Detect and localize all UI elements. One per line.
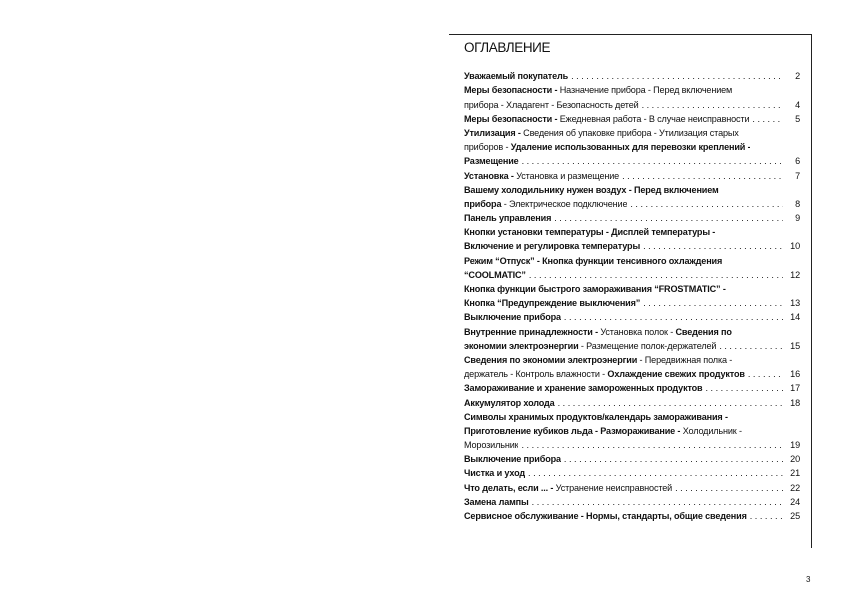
toc-entry-segment: Сведения по [675, 326, 732, 337]
toc-entry-text [464, 284, 726, 294]
toc-page-number: 20 [790, 454, 800, 465]
toc-entry-text [464, 426, 742, 436]
toc-page-number: 5 [795, 113, 800, 124]
toc-entry-text [464, 327, 732, 337]
toc-entry-text [464, 199, 627, 209]
toc-entry-segment: Сведения по экономии электроэнергии [464, 354, 638, 365]
toc-leader-dots [529, 270, 783, 280]
toc-entry [464, 280, 800, 294]
toc-entry [464, 322, 800, 336]
toc-entry-segment: Кнопки установки температуры - Дисплей температуры - [464, 227, 716, 238]
toc-entry [464, 379, 800, 393]
toc-entry-text [464, 114, 749, 124]
toc-leader-dots [554, 213, 783, 223]
toc-entry [464, 237, 800, 251]
toc-page-number: 8 [795, 198, 800, 209]
toc-entry [464, 251, 800, 265]
toc-leader-dots [630, 199, 783, 209]
toc-entry-segment: Холодильник - [682, 425, 742, 436]
toc-entry-text [464, 171, 619, 181]
toc-entry-segment: приборов - [464, 142, 511, 153]
toc-entry-segment: Кнопка “Предупреждение выключения” [464, 298, 641, 309]
top-rule [449, 34, 812, 35]
toc-entry-text [464, 128, 739, 138]
toc-entry-segment: держатель - Контроль влажности - [464, 369, 608, 380]
toc-entry-text [464, 71, 568, 81]
toc-entry-segment: Чистка и уход [464, 468, 526, 479]
toc-entry-text [464, 454, 561, 464]
toc-entry-segment: Установка полок - [600, 326, 676, 337]
toc-leader-dots [564, 454, 783, 464]
toc-entry-segment: - Передвижная полка - [637, 354, 733, 365]
toc-entry-segment: Приготовление кубиков льда - Размораживание - [464, 425, 683, 436]
toc-entry-text [464, 298, 640, 308]
toc-entry-segment: прибора - Хладагент - Безопасность детей [464, 99, 639, 110]
toc-entry-segment: - Электрическое подключение [501, 198, 628, 209]
toc-entry-segment: Сведения об упаковке прибора - Утилизация старых [523, 127, 739, 138]
toc-entry [464, 337, 800, 351]
toc-entry-segment: Установка - [464, 170, 517, 181]
toc-page-number: 21 [790, 468, 800, 479]
toc-entry-text [464, 511, 747, 521]
toc-page-number: 12 [790, 269, 800, 280]
toc-page-number: 15 [790, 340, 800, 351]
toc-entry-text [464, 100, 639, 110]
toc-entry-segment: Размещение [464, 156, 519, 167]
toc-entry [464, 294, 800, 308]
toc-entry-text [464, 369, 745, 379]
toc-page-number: 19 [790, 440, 800, 451]
toc-entry-text [464, 341, 716, 351]
toc-page-number: 17 [790, 383, 800, 394]
toc-leader-dots [564, 312, 783, 322]
toc-page-number: 6 [795, 156, 800, 167]
toc-leader-dots [719, 341, 783, 351]
toc-entry [464, 110, 800, 124]
toc-entry [464, 95, 800, 109]
page-number: 3 [806, 575, 811, 584]
toc-leader-dots [643, 241, 783, 251]
toc-leader-dots [532, 497, 783, 507]
toc-leader-dots [528, 468, 783, 478]
toc-entry-text [464, 156, 519, 166]
page-title: ОГЛАВЛЕНИЕ [464, 40, 551, 55]
toc-entry-segment: Меры безопасности - [464, 85, 560, 96]
toc-leader-dots [522, 156, 783, 166]
toc-leader-dots [558, 398, 783, 408]
toc-entry-text [464, 468, 525, 478]
toc-entry [464, 223, 800, 237]
toc-entry-segment: Удаление использованных для перевозки креплений - [510, 142, 751, 153]
toc-leader-dots [521, 440, 783, 450]
toc-page-number: 4 [795, 99, 800, 110]
toc-entry [464, 308, 800, 322]
toc-entry-text [464, 85, 732, 95]
toc-page-number: 10 [790, 241, 800, 252]
toc-entry [464, 450, 800, 464]
toc-entry-text [464, 227, 715, 237]
toc-entry-text [464, 241, 640, 251]
toc-entry-segment: Выключение прибора [464, 312, 561, 323]
toc-entry-segment: Замена лампы [464, 496, 529, 507]
toc-entry-segment: Меры безопасности - [464, 113, 560, 124]
toc-entry [464, 67, 800, 81]
toc-page-number: 24 [790, 496, 800, 507]
toc-entry-segment: Установка и размещение [516, 170, 620, 181]
toc-leader-dots [642, 100, 783, 110]
toc-entry [464, 493, 800, 507]
toc-entry [464, 351, 800, 365]
toc-entry-segment: Внутренние принадлежности - [464, 326, 601, 337]
toc-entry-segment: Назначение прибора - Перед включением [559, 85, 733, 96]
toc-entry [464, 124, 800, 138]
toc-entry [464, 81, 800, 95]
toc-leader-dots [706, 383, 784, 393]
toc-leader-dots [752, 114, 783, 124]
table-of-contents [464, 67, 800, 521]
toc-entry [464, 365, 800, 379]
toc-leader-dots [750, 511, 783, 521]
toc-entry-segment: Замораживание и хранение замороженных продуктов [464, 383, 703, 394]
toc-entry [464, 393, 800, 407]
toc-page-number: 7 [795, 170, 800, 181]
toc-page-number: 9 [795, 213, 800, 224]
toc-page-number: 13 [790, 298, 800, 309]
toc-entry-segment: Сервисное обслуживание - Нормы, стандарты, общие сведения [464, 511, 747, 521]
toc-entry-segment: Символы хранимых продуктов/календарь замораживания - [464, 411, 728, 422]
toc-entry [464, 408, 800, 422]
toc-leader-dots [571, 71, 783, 81]
toc-leader-dots [748, 369, 783, 379]
toc-page-number: 14 [790, 312, 800, 323]
toc-entry-segment: экономии электроэнергии [464, 340, 579, 351]
toc-page-number: 25 [790, 511, 800, 521]
toc-entry-text [464, 270, 526, 280]
toc-page-number: 18 [790, 397, 800, 408]
toc-entry-segment: Вашему холодильнику нужен воздух - Перед включением [464, 184, 719, 195]
toc-page-number: 2 [795, 71, 800, 82]
toc-entry-segment: “COOLMATIC” [464, 269, 526, 280]
toc-entry-text [464, 355, 732, 365]
toc-entry-text [464, 213, 551, 223]
toc-page-number: 22 [790, 482, 800, 493]
toc-entry [464, 138, 800, 152]
toc-entry-text [464, 185, 719, 195]
toc-entry-text [464, 256, 722, 266]
toc-entry-segment: Режим “Отпуск” - Кнопка функции тенсивного охлаждения [464, 255, 723, 266]
toc-entry-text [464, 412, 728, 422]
toc-entry-segment: Ежедневная работа - В случае неисправности [559, 113, 750, 124]
toc-entry-text [464, 483, 672, 493]
toc-entry-text [464, 312, 561, 322]
toc-entry-text [464, 440, 518, 450]
toc-entry-segment: Что делать, если ... - [464, 482, 556, 493]
toc-entry [464, 464, 800, 478]
toc-entry-text [464, 398, 555, 408]
toc-entry [464, 478, 800, 492]
toc-entry-segment: Утилизация - [464, 127, 524, 138]
toc-entry-segment: Аккумулятор холода [464, 397, 555, 408]
toc-leader-dots [675, 483, 783, 493]
right-rule [811, 34, 812, 548]
toc-entry [464, 166, 800, 180]
toc-leader-dots [622, 171, 783, 181]
toc-entry-segment: Панель управления [464, 213, 552, 224]
toc-entry-segment: Выключение прибора [464, 454, 561, 465]
toc-entry-segment: Уважаемый покупатель [464, 71, 569, 82]
toc-entry-segment: Кнопка функции быстрого замораживания “FROSTMATIC” - [464, 284, 726, 294]
toc-entry [464, 195, 800, 209]
toc-entry [464, 181, 800, 195]
toc-entry-segment: Включение и регулировка температуры [464, 241, 641, 252]
toc-entry-text [464, 497, 529, 507]
toc-entry-segment: - Размещение полок-держателей [578, 340, 717, 351]
toc-leader-dots [643, 298, 783, 308]
toc-page-number: 16 [790, 369, 800, 380]
toc-entry [464, 507, 800, 521]
toc-entry-segment: Устранение неисправностей [555, 482, 673, 493]
toc-entry [464, 422, 800, 436]
toc-entry [464, 266, 800, 280]
toc-entry-segment: прибора [464, 198, 502, 209]
toc-entry-segment: Охлаждение свежих продуктов [607, 369, 745, 380]
toc-entry-text [464, 142, 750, 152]
toc-entry [464, 436, 800, 450]
toc-entry-text [464, 383, 703, 393]
toc-entry [464, 152, 800, 166]
toc-entry [464, 209, 800, 223]
toc-entry-segment: Морозильник [464, 440, 519, 451]
